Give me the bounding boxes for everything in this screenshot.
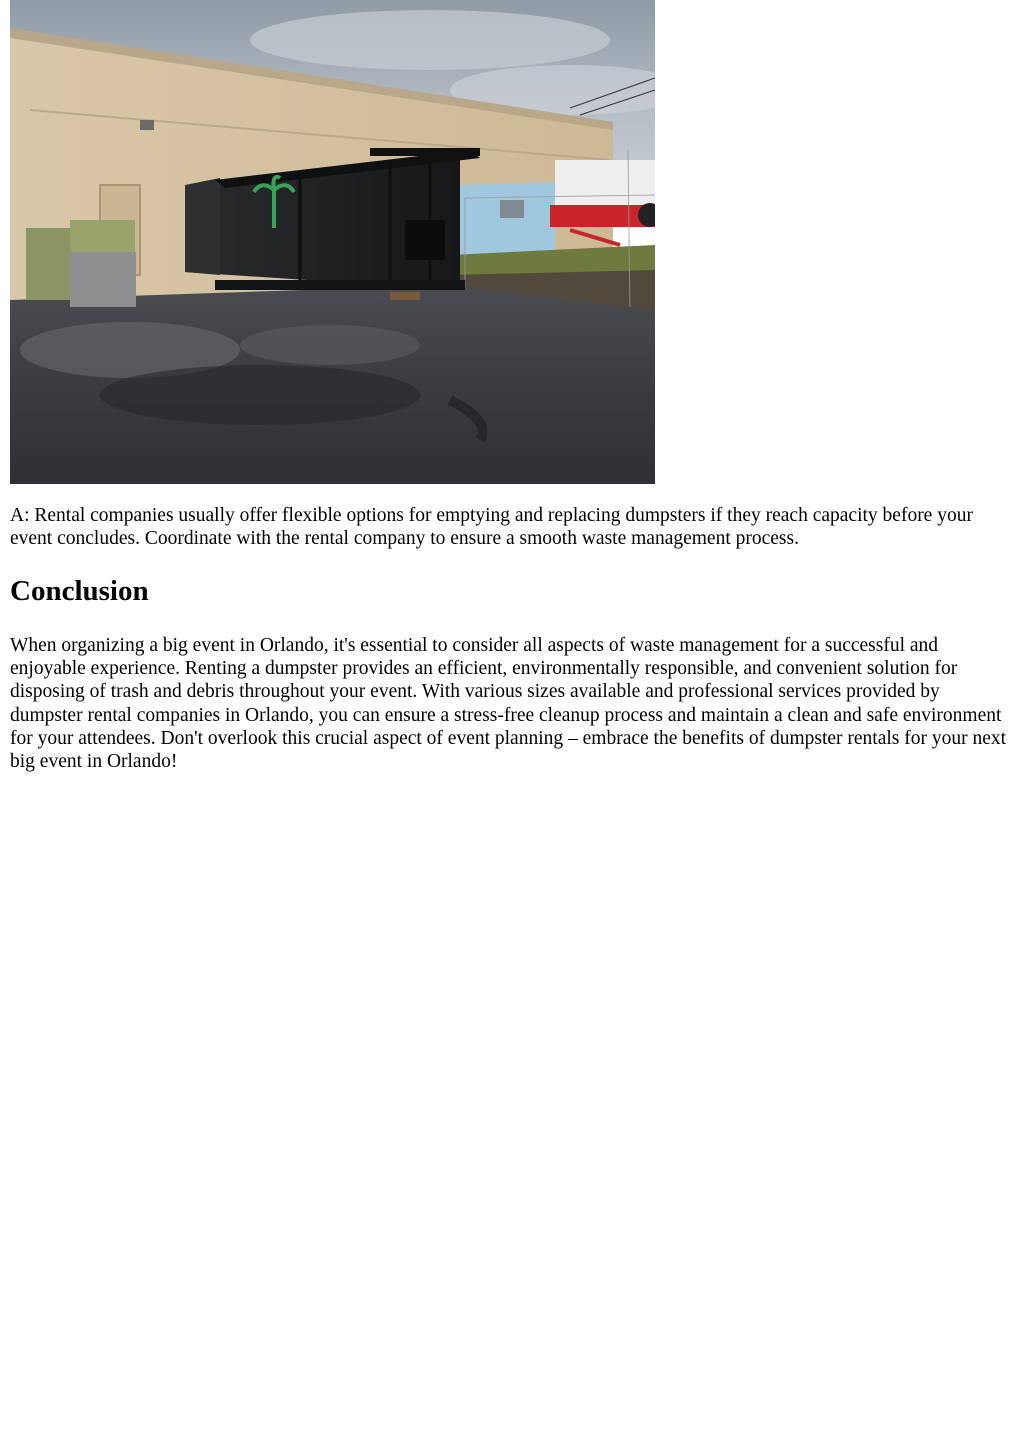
article	[10, 0, 1014, 773]
section-heading: Conclusion	[10, 575, 149, 607]
faq-answer: A: Rental companies usually offer flexible options for emptying and replacing dumpsters if they reach capacity before your event concludes. Coordinate with the rental company to ensure a smooth waste management process.	[10, 505, 973, 549]
dumpster-photo	[10, 0, 655, 484]
conclusion-paragraph: When organizing a big event in Orlando, it's essential to consider all aspects of waste management for a successful and enjoyable experience. Renting a dumpster provides an efficient, environmentally responsible, and convenient solution for disposing of trash and debris throughout your event. With various sizes available and professional services provided by dumpster rental companies in Orlando, you can ensure a stress-free cleanup process and maintain a clean and safe environment for your attendees. Don't overlook this crucial aspect of event planning – embrace the benefits of dumpster rentals for your next big event in Orlando!	[10, 635, 1007, 773]
